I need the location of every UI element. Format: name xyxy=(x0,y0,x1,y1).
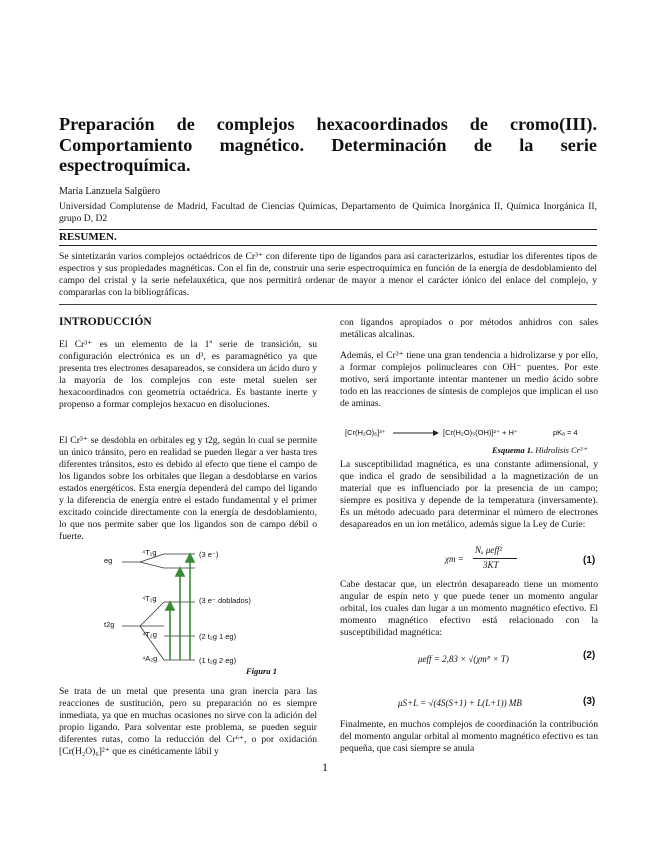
intro-paragraph-2: El Cr³⁺ se desdobla en orbitales eg y t2g, según lo cual se permite un único tránsito, pero en realidad se pueden llegar a ver hasta tres diferentes tránsitos, esto es debido al efecto que tiene el campo de los ligandos sobre los orbitales que llegan a desdoblarse en varios estados energéticos. Esta energía dependerá del campo del ligando y la diferencia de energía entre el estado fundamental y el primer excitado coincide directamente con la energía de desdoblamiento, lo que nos permite saber que los ligandos son de campo débil o fuerte. xyxy=(59,435,317,542)
config-label-4: (1 t₂g 2 eg) xyxy=(199,656,237,665)
affiliation: Universidad Complutense de Madrid, Facultad de Ciencias Químicas, Departamento de Química Inorgánica II, Química Inorgánica II, grupo D, D2 xyxy=(59,201,597,224)
equilibrium-arrow xyxy=(393,428,439,438)
title-line-3: espectroquímica. xyxy=(59,155,191,175)
state-label-1: ⁴T₁g xyxy=(142,548,157,557)
abstract-text: Se sintetizarán varios complejos octaédricos de Cr³⁺ con diferente tipo de ligandos para así caracterizarlos, estudiar los diferentes tipos de espectros y sus propiedades magnéticas. Con el fin de, construir una serie espectroquímica en función de la energía de desdoblamiento del campo del cristal y la serie nefelauxética, que nos permitirá ordenar de mayor a menor el carácter iónico del enlace del complejo, y compararlas con la bibliográficas. xyxy=(59,251,597,298)
arrow-head xyxy=(166,602,174,610)
config-label-1: (3 e⁻) xyxy=(199,550,219,559)
right-paragraph-3: La susceptibilidad magnética, es una constante adimensional, y que indica el grado de sensibilidad a la magnetización de un material que es influenciado por la presencia de un campo; siempre es positiva y depende de la temperatura (inversamente). Es un método adecuado para determinar el número de electrones desapareados en un ion metálico, además sigue la Ley de Curie: xyxy=(340,459,598,530)
equation-3: μS+L = √(4S(S+1) + L(L+1)) MB xyxy=(398,698,522,708)
scheme-1 xyxy=(345,426,600,440)
state-label-2: ⁴T₁g xyxy=(142,594,157,603)
divider xyxy=(59,304,597,305)
arrow-head xyxy=(186,554,194,562)
figure-1-caption: Figura 1 xyxy=(246,666,277,676)
config-label-3: (2 t₂g 1 eg) xyxy=(199,632,237,641)
state-label-3: ⁴T₂g xyxy=(142,630,157,639)
right-paragraph-5: Finalmente, en muchos complejos de coordinación la contribución del momento angular orbital al momento magnético efectivo es tan pequeña, que casi siempre se anula xyxy=(340,719,598,754)
scheme-pka: pKₐ = 4 xyxy=(553,428,578,437)
right-paragraph-2: Además, el Cr³⁺ tiene una gran tendencia a hidrolizarse y por ello, a formar complejos polinucleares con OH⁻ puentes. Por este motivo, será importante intentar mantener un medio ácido sobre todo en las reacciones de síntesis de complejos que implican el uso de aminas. xyxy=(340,350,598,409)
eq1-number: (1) xyxy=(583,555,596,566)
label-eg: eg xyxy=(104,556,113,565)
eq3-number: (3) xyxy=(583,696,596,707)
right-paragraph-1: con ligandos apropiados o por métodos anhidros con sales metálicas alcalinas. xyxy=(340,317,598,340)
equation-1 xyxy=(445,545,545,573)
abstract-heading: RESUMEN. xyxy=(59,231,117,243)
intro-paragraph-1: El Cr³⁺ es un elemento de la 1ª serie de transición, su configuración electrónica es un d³, es paramagnético ya que presenta tres electrones desapareados, se considera un ácido duro y la mayoría de los complejos con este metal suelen ser hexacoordinados con geometría octaédrica. Es bastante inerte y propenso a formar complejos hexacuo en disoluciones. xyxy=(59,339,317,410)
paper-title xyxy=(59,114,597,176)
label-t2g: t2g xyxy=(104,620,115,629)
scheme-1-caption: Esquema 1. Hidrolisis Cr³⁺ xyxy=(492,445,588,455)
scheme-right-species: [Cr(H₂O)₅(OH)]²⁺ + H⁺ xyxy=(443,428,518,437)
intro-paragraph-3: Se trata de un metal que presenta una gran inercia para las reacciones de sustitución, pero su preparación no es siempre inmediata, ya que en muchas ocasiones no sirve con la adición del propio ligando. Para solventar este problema, se pueden seguir diferentes rutas, como la reducción del Cr⁶⁺, o por oxidación [Cr(H₂O)₆]²⁺ que es cinéticamente lábil y xyxy=(59,686,317,757)
author: María Lanzuela Salgüero xyxy=(59,186,161,197)
arrow-head xyxy=(176,568,184,576)
eq2-number: (2) xyxy=(583,650,596,661)
page-number: 1 xyxy=(322,760,328,774)
right-paragraph-4: Cabe destacar que, un electrón desapareado tiene un momento angular de espín neto y que puede tener un momento angular orbital, los cuales dan lugar a un momento magnético efectivo. El momento magnético efectivo está relacionado con la susceptibilidad magnética: xyxy=(340,579,598,638)
fraction-bar xyxy=(473,558,517,559)
title-line-1: Preparación de complejos hexacoordinados de cromo(III). xyxy=(59,114,597,134)
scheme-left-species: [Cr(H₂O)₆]³⁺ xyxy=(345,428,386,437)
section-heading-introduccion: INTRODUCCIÓN xyxy=(59,316,152,328)
divider xyxy=(59,245,597,246)
eq1-denominator: 3KT xyxy=(483,560,499,570)
title-line-2: Comportamiento magnético. Determinación de la serie xyxy=(59,134,597,155)
config-label-2: (3 e⁻ doblados) xyxy=(199,596,251,605)
equation-2: μeff = 2,83 × √(χmᴾ × T) xyxy=(418,654,509,664)
eq1-lhs: χm = xyxy=(445,554,464,564)
figure-1-diagram xyxy=(100,548,300,680)
divider xyxy=(59,229,597,230)
eq1-numerator: Nₐ μeff² xyxy=(475,545,503,555)
state-label-4: ⁴A₂g xyxy=(142,654,158,663)
